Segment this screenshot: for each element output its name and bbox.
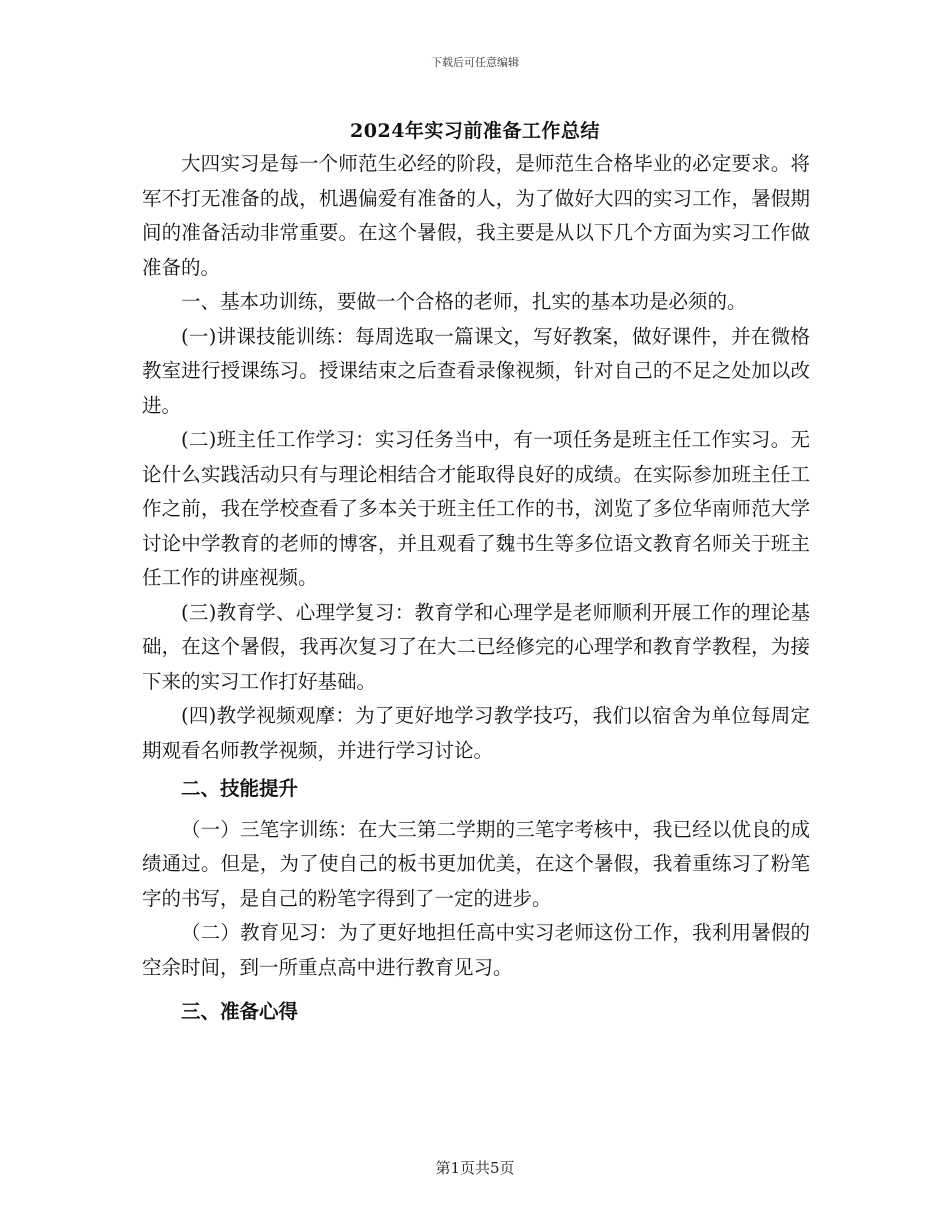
paragraph-item-2-2: （二）教育见习：为了更好地担任高中实习老师这份工作，我利用暑假的空余时间，到一所重点高中进行教育见习。	[142, 921, 810, 979]
paragraph-section-1: 一、基本功训练，要做一个合格的老师，扎实的基本功是必须的。	[181, 290, 747, 313]
paragraph-intro: 大四实习是每一个师范生必经的阶段，是师范生合格毕业的必定要求。将军不打无准备的战，机遇偏爱有准备的人，为了做好大四的实习工作，暑假期间的准备活动非常重要。在这个暑假，我主要是从以下几个方面为实习工作做准备的。	[142, 152, 810, 279]
paragraph-item-1-1: (一)讲课技能训练：每周选取一篇课文，写好教案，做好课件，并在微格教室进行授课练习。授课结束之后查看录像视频，针对自己的不足之处加以改进。	[142, 324, 810, 417]
section-heading-2: 二、技能提升	[181, 777, 299, 800]
paragraph-item-1-2: (二)班主任工作学习：实习任务当中，有一项任务是班主任工作实习。无论什么实践活动只有与理论相结合才能取得良好的成绩。在实际参加班主任工作之前，我在学校查看了多本关于班主任工作的书，浏览了多位华南师范大学讨论中学教育的老师的博客，并且观看了魏书生等多位语文教育名师关于班主任工作的讲座视频。	[142, 428, 810, 589]
page-number: 第1页共5页	[435, 1159, 515, 1177]
section-heading-3: 三、准备心得	[181, 1000, 299, 1023]
paragraph-item-1-3: (三)教育学、心理学复习：教育学和心理学是老师顺利开展工作的理论基础，在这个暑假，我再次复习了在大二已经修完的心理学和教育学教程，为接下来的实习工作打好基础。	[142, 600, 810, 693]
document-title: 2024年实习前准备工作总结	[350, 120, 600, 142]
paragraph-item-2-1: （一）三笔字训练：在大三第二学期的三笔字考核中，我已经以优良的成绩通过。但是，为了使自己的板书更加优美，在这个暑假，我着重练习了粉笔字的书写，是自己的粉笔字得到了一定的进步。	[142, 817, 810, 910]
paragraph-item-1-4: (四)教学视频观摩：为了更好地学习教学技巧，我们以宿舍为单位每周定期观看名师教学视频，并进行学习讨论。	[142, 704, 810, 762]
header-note: 下载后可任意编辑	[431, 56, 519, 69]
document-body	[142, 147, 810, 1036]
